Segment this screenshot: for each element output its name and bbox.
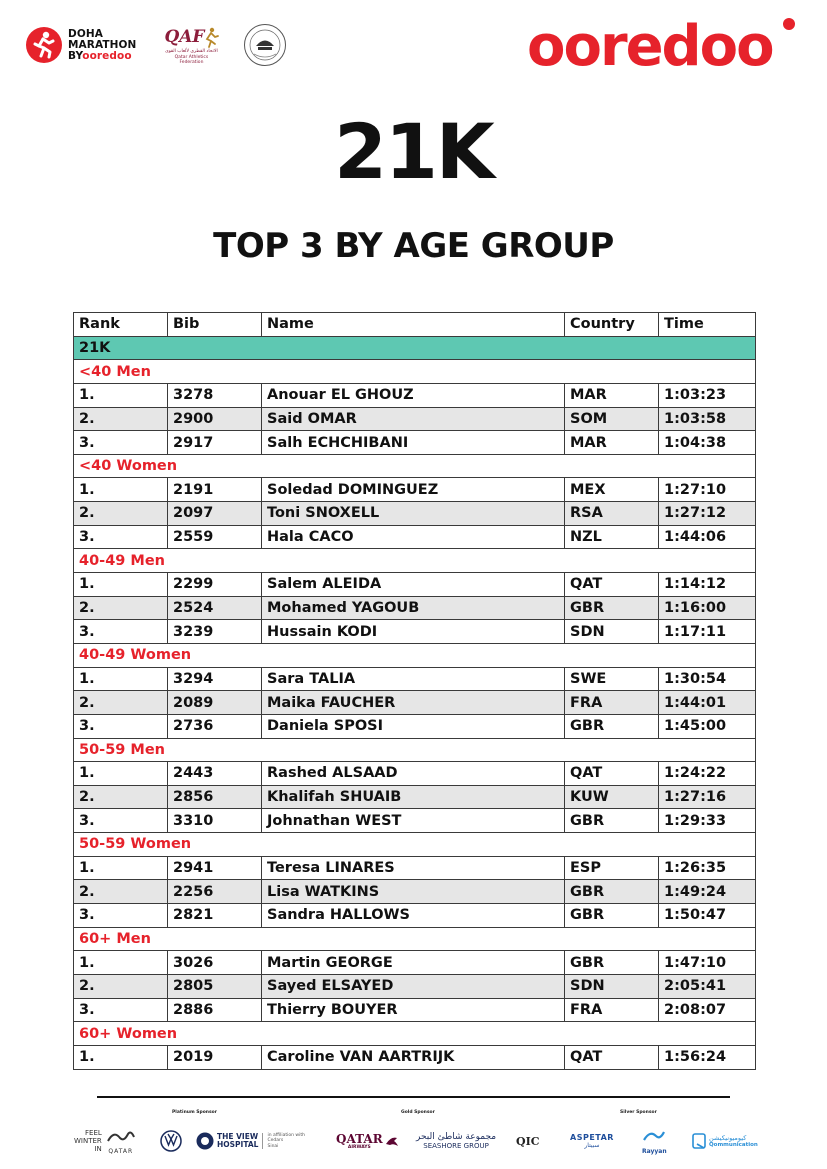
cell-name: Sandra HALLOWS: [262, 904, 565, 928]
cell-rank: 3.: [74, 904, 168, 928]
cell-time: 1:44:06: [659, 525, 756, 549]
sponsor-rayyan: [642, 1124, 676, 1158]
visit-qatar-mark: [106, 1128, 136, 1155]
cell-name: Mohamed YAGOUB: [262, 596, 565, 620]
logo-by: BY: [68, 49, 83, 62]
cell-rank: 1.: [74, 1045, 168, 1069]
cell-rank: 3.: [74, 620, 168, 644]
cell-time: 1:56:24: [659, 1045, 756, 1069]
cell-name: Lisa WATKINS: [262, 880, 565, 904]
table-row: [74, 525, 756, 549]
table-row: [74, 904, 756, 928]
table-row: [74, 998, 756, 1022]
sponsor-qommunication: [692, 1124, 768, 1158]
table-row: [74, 809, 756, 833]
col-rank: Rank: [74, 313, 168, 337]
cell-rank: 3.: [74, 714, 168, 738]
cell-name: Khalifah SHUAIB: [262, 785, 565, 809]
cell-time: 1:03:58: [659, 407, 756, 431]
cell-rank: 2.: [74, 880, 168, 904]
ministry-seal: [244, 24, 286, 66]
aspetar-name: ASPETAR: [570, 1133, 614, 1142]
sponsor-volkswagen: [160, 1124, 184, 1158]
view-hospital-line-1: THE VIEW: [217, 1132, 259, 1141]
table-row: [74, 431, 756, 455]
cedars-line-1: in affiliation with: [267, 1132, 305, 1138]
cell-country: FRA: [565, 691, 659, 715]
cell-rank: 3.: [74, 431, 168, 455]
qaf-english: Qatar Athletics Federation: [174, 54, 209, 65]
cell-rank: 1.: [74, 383, 168, 407]
age-group-label: <40 Men: [74, 360, 756, 384]
feel-winter-text: [74, 1129, 102, 1153]
cell-bib: 2299: [168, 573, 262, 597]
view-hospital-icon: [196, 1132, 214, 1150]
feel-winter-line-3: IN: [94, 1145, 102, 1153]
sponsor-strip: [74, 1124, 764, 1158]
table-row: [74, 691, 756, 715]
age-group-row: [74, 927, 756, 951]
age-group-label: 50-59 Men: [74, 738, 756, 762]
table-row: [74, 714, 756, 738]
cell-country: RSA: [565, 502, 659, 526]
seal-emblem-icon: [245, 25, 285, 65]
cell-rank: 2.: [74, 502, 168, 526]
cell-bib: 2941: [168, 856, 262, 880]
doha-marathon-logo: [26, 27, 62, 63]
cell-rank: 2.: [74, 691, 168, 715]
cell-time: 1:29:33: [659, 809, 756, 833]
cell-name: Sayed ELSAYED: [262, 974, 565, 998]
cell-rank: 1.: [74, 667, 168, 691]
cell-country: SOM: [565, 407, 659, 431]
qommunication-english: Qommunication: [709, 1141, 758, 1148]
table-row: [74, 573, 756, 597]
cell-time: 2:05:41: [659, 974, 756, 998]
cell-name: Toni SNOXELL: [262, 502, 565, 526]
age-group-row: [74, 1022, 756, 1046]
cell-time: 1:49:24: [659, 880, 756, 904]
cell-rank: 2.: [74, 407, 168, 431]
cell-bib: 2917: [168, 431, 262, 455]
col-time: Time: [659, 313, 756, 337]
cell-rank: 1.: [74, 951, 168, 975]
age-group-row: [74, 454, 756, 478]
cell-name: Salh ECHCHIBANI: [262, 431, 565, 455]
cell-bib: 3278: [168, 383, 262, 407]
cell-time: 1:24:22: [659, 762, 756, 786]
cell-time: 1:27:10: [659, 478, 756, 502]
visit-qatar-text: QATAR: [108, 1147, 134, 1155]
distance-row: [74, 336, 756, 360]
cell-name: Soledad DOMINGUEZ: [262, 478, 565, 502]
cell-time: 1:50:47: [659, 904, 756, 928]
cell-name: Martin GEORGE: [262, 951, 565, 975]
age-group-label: 40-49 Women: [74, 643, 756, 667]
tier-label-platinum: Platinum Sponsor: [172, 1110, 217, 1115]
qaf-logo: [162, 25, 220, 65]
view-hospital-text: [217, 1133, 258, 1149]
volkswagen-logo-icon: [160, 1130, 182, 1152]
rayyan-logo-icon: [642, 1128, 666, 1144]
tier-label-silver: Silver Sponsor: [620, 1110, 657, 1115]
cell-rank: 2.: [74, 596, 168, 620]
cell-time: 1:44:01: [659, 691, 756, 715]
table-row: [74, 502, 756, 526]
cell-name: Caroline VAN AARTRIJK: [262, 1045, 565, 1069]
seashore-text: [416, 1132, 496, 1150]
distance-title: 21K: [334, 107, 493, 196]
cedars-text: [262, 1133, 305, 1150]
results-body: [74, 336, 756, 1069]
cell-time: 1:45:00: [659, 714, 756, 738]
table-header-row: [74, 313, 756, 337]
cell-bib: 2524: [168, 596, 262, 620]
sponsor-aspetar: [570, 1124, 626, 1158]
qommunication-text: [709, 1134, 758, 1149]
logo-line-3: [68, 51, 136, 62]
cell-time: 1:17:11: [659, 620, 756, 644]
cell-country: QAT: [565, 573, 659, 597]
table-row: [74, 407, 756, 431]
cell-country: SDN: [565, 974, 659, 998]
cell-country: GBR: [565, 904, 659, 928]
cell-country: QAT: [565, 1045, 659, 1069]
cell-time: 1:47:10: [659, 951, 756, 975]
cell-name: Thierry BOUYER: [262, 998, 565, 1022]
cell-country: GBR: [565, 596, 659, 620]
seashore-arabic: مجموعة شاطئ البحر: [416, 1132, 497, 1142]
cell-bib: 2821: [168, 904, 262, 928]
cell-bib: 2256: [168, 880, 262, 904]
cell-bib: 3310: [168, 809, 262, 833]
distance-label: 21K: [74, 336, 756, 360]
qatar-airways-name: QATAR: [336, 1131, 383, 1146]
age-group-row: [74, 738, 756, 762]
cell-bib: 3294: [168, 667, 262, 691]
table-row: [74, 1045, 756, 1069]
cell-time: 1:26:35: [659, 856, 756, 880]
header-logos: [26, 22, 286, 68]
cell-name: Sara TALIA: [262, 667, 565, 691]
cedars-line-2: Cedars: [267, 1138, 284, 1144]
cell-rank: 3.: [74, 525, 168, 549]
cell-time: 1:14:12: [659, 573, 756, 597]
age-group-row: [74, 833, 756, 857]
runner-icon: [26, 27, 62, 63]
cell-country: MAR: [565, 383, 659, 407]
cell-name: Anouar EL GHOUZ: [262, 383, 565, 407]
col-country: Country: [565, 313, 659, 337]
cell-country: GBR: [565, 714, 659, 738]
cell-rank: 2.: [74, 785, 168, 809]
cell-name: Rashed ALSAAD: [262, 762, 565, 786]
rayyan-mark: [642, 1128, 667, 1155]
cell-rank: 3.: [74, 809, 168, 833]
qaf-runner-icon: [200, 27, 220, 49]
cell-rank: 2.: [74, 974, 168, 998]
col-bib: Bib: [168, 313, 262, 337]
table-row: [74, 620, 756, 644]
cell-time: 1:04:38: [659, 431, 756, 455]
cell-bib: 3239: [168, 620, 262, 644]
cell-name: Said OMAR: [262, 407, 565, 431]
page-subtitle: TOP 3 BY AGE GROUP: [213, 226, 614, 266]
cell-bib: 2886: [168, 998, 262, 1022]
cell-country: GBR: [565, 951, 659, 975]
age-group-label: 60+ Women: [74, 1022, 756, 1046]
cell-name: Daniela SPOSI: [262, 714, 565, 738]
table-row: [74, 667, 756, 691]
age-group-row: [74, 360, 756, 384]
table-row: [74, 974, 756, 998]
qaf-arabic: الاتحاد القطري لألعاب القوى: [165, 49, 218, 54]
feel-winter-line-1: FEEL: [85, 1129, 102, 1137]
cell-rank: 1.: [74, 762, 168, 786]
cell-time: 1:30:54: [659, 667, 756, 691]
cell-country: GBR: [565, 880, 659, 904]
cell-bib: 2443: [168, 762, 262, 786]
cell-country: MEX: [565, 478, 659, 502]
cell-name: Maika FAUCHER: [262, 691, 565, 715]
cell-time: 2:08:07: [659, 998, 756, 1022]
age-group-label: 50-59 Women: [74, 833, 756, 857]
cell-country: ESP: [565, 856, 659, 880]
cell-country: GBR: [565, 809, 659, 833]
feel-winter-line-2: WINTER: [74, 1137, 102, 1145]
qommunication-icon: [692, 1133, 706, 1149]
col-name: Name: [262, 313, 565, 337]
qic-text: QIC: [516, 1134, 540, 1148]
age-group-label: 40-49 Men: [74, 549, 756, 573]
cell-time: 1:27:16: [659, 785, 756, 809]
logo-line-1: DOHA: [68, 27, 103, 40]
cell-bib: 2019: [168, 1045, 262, 1069]
table-row: [74, 951, 756, 975]
cell-rank: 1.: [74, 856, 168, 880]
aspetar-text: [570, 1133, 614, 1149]
footer-rule: [97, 1096, 730, 1098]
table-row: [74, 478, 756, 502]
logo-line-2: MARATHON: [68, 38, 137, 51]
age-group-row: [74, 643, 756, 667]
tier-label-gold: Gold Sponsor: [401, 1110, 435, 1115]
cedars-line-3: Sinai: [267, 1143, 279, 1149]
cell-name: Salem ALEIDA: [262, 573, 565, 597]
cell-time: 1:16:00: [659, 596, 756, 620]
cell-country: SWE: [565, 667, 659, 691]
cell-country: NZL: [565, 525, 659, 549]
table-row: [74, 762, 756, 786]
rayyan-text: Rayyan: [642, 1147, 667, 1155]
cell-name: Hussain KODI: [262, 620, 565, 644]
logo-brand: ooredoo: [82, 49, 132, 62]
cell-bib: 2856: [168, 785, 262, 809]
table-row: [74, 785, 756, 809]
seashore-english: SEASHORE GROUP: [423, 1142, 489, 1150]
sponsor-view-hospital: [196, 1124, 306, 1158]
cell-rank: 1.: [74, 573, 168, 597]
cell-country: KUW: [565, 785, 659, 809]
qaf-subtitle: [162, 49, 220, 66]
cell-time: 1:03:23: [659, 383, 756, 407]
sponsor-visit-qatar: [74, 1124, 150, 1158]
cell-bib: 2191: [168, 478, 262, 502]
cell-country: SDN: [565, 620, 659, 644]
table-row: [74, 880, 756, 904]
age-group-label: 60+ Men: [74, 927, 756, 951]
ooredoo-wordmark: ooredoo: [527, 14, 773, 79]
age-group-row: [74, 549, 756, 573]
cell-bib: 2097: [168, 502, 262, 526]
qatar-airways-sub: AIRWAYS: [347, 1144, 371, 1150]
sponsor-qatar-airways: [336, 1124, 406, 1158]
cell-bib: 2805: [168, 974, 262, 998]
cell-bib: 2559: [168, 525, 262, 549]
cell-bib: 2089: [168, 691, 262, 715]
visit-qatar-calligraphy-icon: [106, 1128, 136, 1144]
cell-rank: 3.: [74, 998, 168, 1022]
sponsor-seashore-group: [416, 1124, 498, 1158]
cell-name: Hala CACO: [262, 525, 565, 549]
table-row: [74, 383, 756, 407]
cell-country: MAR: [565, 431, 659, 455]
results-table: [73, 312, 756, 1070]
table-row: [74, 596, 756, 620]
view-hospital-line-2: HOSPITAL: [217, 1140, 259, 1149]
ooredoo-logo: [527, 10, 797, 80]
table-row: [74, 856, 756, 880]
age-group-label: <40 Women: [74, 454, 756, 478]
doha-marathon-wordmark: [68, 29, 136, 62]
cell-name: Teresa LINARES: [262, 856, 565, 880]
qaf-abbr: QAF: [164, 27, 205, 47]
cell-bib: 2900: [168, 407, 262, 431]
cell-rank: 1.: [74, 478, 168, 502]
ooredoo-dot-icon: [783, 18, 795, 30]
qatar-airways-text: [336, 1133, 383, 1150]
aspetar-arabic: سبيتار: [584, 1142, 600, 1149]
cell-time: 1:27:12: [659, 502, 756, 526]
cell-bib: 2736: [168, 714, 262, 738]
cell-bib: 3026: [168, 951, 262, 975]
cell-name: Johnathan WEST: [262, 809, 565, 833]
cell-country: FRA: [565, 998, 659, 1022]
qommunication-arabic: كيوميونيكيشن: [709, 1133, 747, 1142]
cell-country: QAT: [565, 762, 659, 786]
oryx-icon: [385, 1134, 399, 1148]
sponsor-qic: [516, 1124, 552, 1158]
